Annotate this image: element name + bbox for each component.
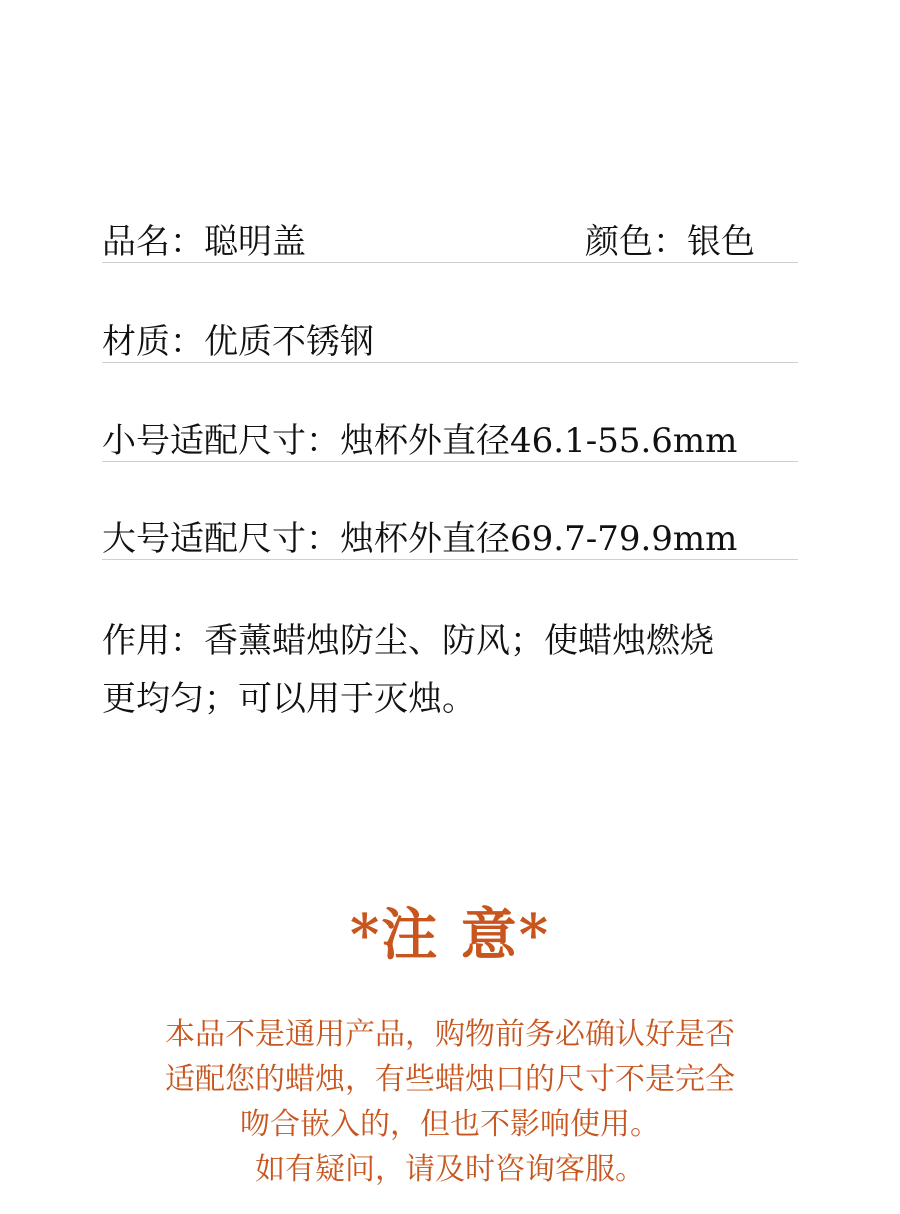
spec-row-name-color [102,222,798,263]
notice-line: 如有疑问，请及时咨询客服。 [255,1152,645,1187]
large-size-spec: 大号适配尺寸：烛杯外直径69.7-79.9mm [102,519,738,559]
usage-description [102,612,822,728]
product-color: 颜色：银色 [585,222,755,262]
spec-row-large-size [102,519,798,560]
product-material: 材质：优质不锈钢 [102,322,374,362]
spec-row-small-size [102,421,798,462]
small-size-spec: 小号适配尺寸：烛杯外直径46.1-55.6mm [102,421,738,461]
spec-row-material [102,322,798,363]
usage-line-1: 作用：香薰蜡烛防尘、防风；使蜡烛燃烧 [102,621,714,661]
product-name: 品名：聪明盖 [102,222,306,262]
notice-line: 吻合嵌入的，但也不影响使用。 [240,1107,660,1142]
notice-body [0,1012,900,1192]
notice-line: 适配您的蜡烛，有些蜡烛口的尺寸不是完全 [165,1062,735,1097]
notice-title: *注 意* [349,902,551,968]
usage-line-2: 更均匀；可以用于灭烛。 [102,679,476,719]
notice-line: 本品不是通用产品，购物前务必确认好是否 [165,1017,735,1052]
